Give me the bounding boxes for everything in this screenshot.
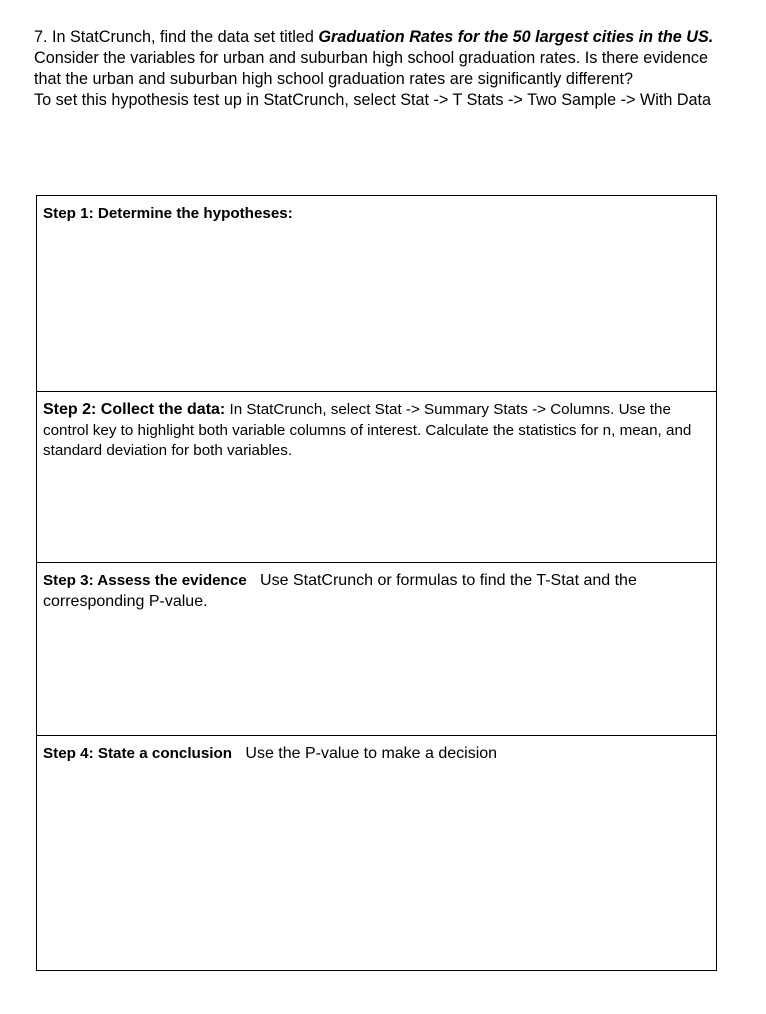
step-2-description: In StatCrunch, select Stat -> Summary Stats -> Columns. Use the control key to highlight both variable columns of interest. Calculate the statistics for n, mean, and standard deviation for both variables.	[43, 401, 692, 459]
step-2-label: Step 2: Collect the data:	[43, 401, 226, 418]
step-3-description: Use StatCrunch or formulas to find the T-Stat and the corresponding P-value.	[43, 572, 642, 610]
step-1-cell[interactable]	[37, 196, 716, 391]
dataset-title: Graduation Rates for the 50 largest cities in the US.	[318, 28, 714, 46]
question-line-1	[34, 27, 724, 48]
step-1-label: Step 1: Determine the hypotheses:	[43, 205, 293, 222]
step-4-cell[interactable]	[37, 735, 716, 970]
step-2-cell[interactable]	[37, 391, 716, 562]
step-3-cell[interactable]	[37, 562, 716, 735]
question-line-2: Consider the variables for urban and suburban high school graduation rates. Is there evidence that the urban and suburban high school graduation rates are significantly different?	[34, 49, 709, 88]
step-4-label: Step 4: State a conclusion	[43, 745, 233, 762]
question-prefix: 7. In StatCrunch, find the data set titled	[34, 28, 319, 46]
step-3-label: Step 3: Assess the evidence	[43, 572, 247, 589]
steps-table	[36, 195, 717, 971]
step-4-description: Use the P-value to make a decision	[232, 745, 498, 762]
question-text	[34, 27, 724, 111]
question-line-3: To set this hypothesis test up in StatCrunch, select Stat -> T Stats -> Two Sample -> With Data	[34, 91, 712, 109]
